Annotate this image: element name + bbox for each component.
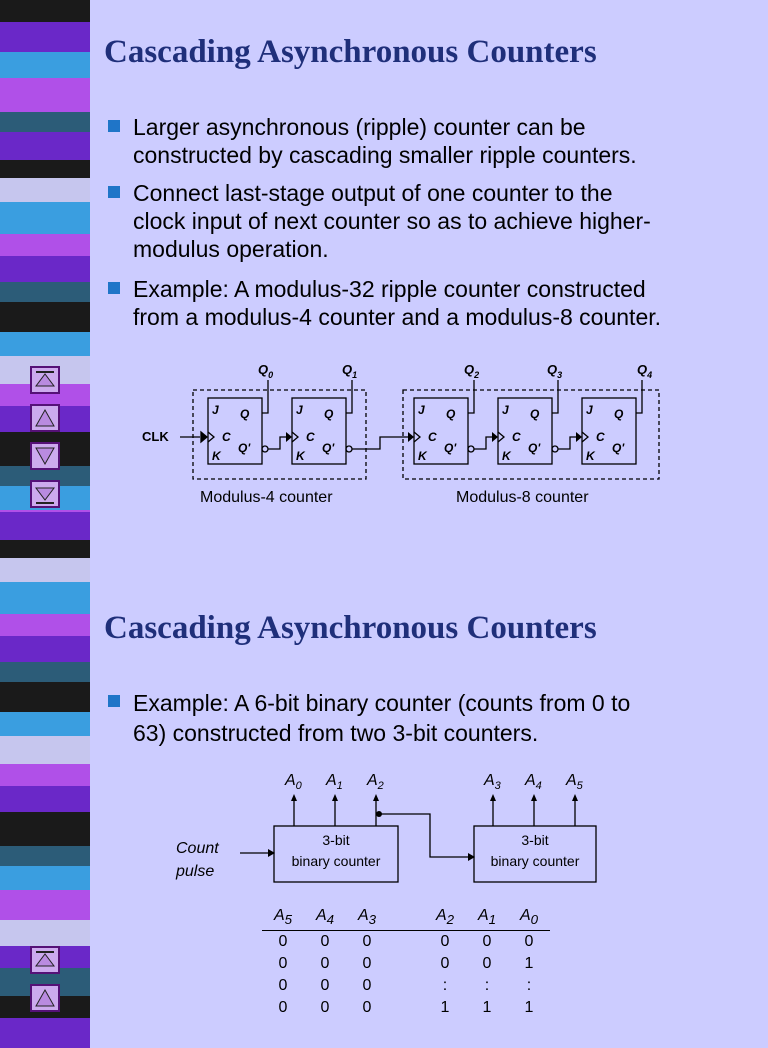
counter-box-label: 3-bit xyxy=(322,832,350,848)
ff-pin-c: C xyxy=(596,430,605,444)
table-cell: 1 xyxy=(440,999,450,1016)
header-a1: $A_1$ xyxy=(466,904,508,931)
ff-pin-c: C xyxy=(512,430,521,444)
output-a2 xyxy=(366,772,384,792)
ff-pin-k: K xyxy=(418,449,427,463)
ff-pin-qbar: Q' xyxy=(612,441,625,455)
table-cell: 0 xyxy=(320,999,330,1016)
table-cell: 0 xyxy=(278,955,288,972)
ff-pin-c: C xyxy=(222,430,231,444)
output-a2-name: A xyxy=(367,772,378,789)
bullet-line: 63) constructed from two 3-bit counters. xyxy=(133,720,539,746)
ripple-counter-diagram xyxy=(0,0,768,512)
table-header-row xyxy=(262,904,550,931)
clk-label: CLK xyxy=(142,429,169,444)
ripple-wire xyxy=(558,437,576,449)
table-cell: 0 xyxy=(320,977,330,994)
table-cell: 0 xyxy=(440,933,450,950)
slide-title: Cascading Asynchronous Counters xyxy=(104,34,597,70)
output-a0 xyxy=(284,772,303,792)
output-q0-sub: 0 xyxy=(268,370,274,380)
ripple-wire xyxy=(352,437,408,449)
table-row xyxy=(262,931,550,954)
table-cell: 0 xyxy=(362,955,372,972)
ff-pin-q: Q xyxy=(240,407,250,421)
bullet-line: Larger asynchronous (ripple) counter can be xyxy=(133,114,586,140)
table-cell: 0 xyxy=(278,933,288,950)
table-cell: 0 xyxy=(524,933,534,950)
table-cell: 1 xyxy=(524,955,534,972)
bullet-line: Connect last-stage output of one counter to the xyxy=(133,180,613,206)
table-cell: 0 xyxy=(482,933,492,950)
output-a1-name: A xyxy=(326,772,337,789)
output-a2-sub: 2 xyxy=(377,780,384,792)
table-cell: 0 xyxy=(278,977,288,994)
bullet-line: Example: A 6-bit binary counter (counts from 0 to xyxy=(133,690,631,716)
table-cell: : xyxy=(484,977,490,994)
ff-pin-q: Q xyxy=(530,407,540,421)
output-q4-name: Q xyxy=(637,362,648,377)
output-a5-name: A xyxy=(566,772,577,789)
output-q2-name: Q xyxy=(464,362,475,377)
bullet-line: Example: A modulus-32 ripple counter constructed xyxy=(133,276,646,302)
ff-pin-k: K xyxy=(296,449,305,463)
table-cell: 0 xyxy=(440,955,450,972)
output-q1-sub: 1 xyxy=(352,370,358,380)
header-a0: $A_0$ xyxy=(508,904,550,931)
output-a1-sub: 1 xyxy=(336,780,343,792)
output-a4 xyxy=(524,772,542,792)
output-q2-sub: 2 xyxy=(474,370,480,380)
ff-pin-j: J xyxy=(296,403,303,417)
table-row xyxy=(262,975,550,997)
bullet-line: modulus operation. xyxy=(133,236,329,262)
bullet-line: clock input of next counter so as to achieve higher- xyxy=(133,208,651,234)
ff-pin-qbar: Q' xyxy=(238,441,251,455)
ripple-wire xyxy=(268,437,286,449)
group-label-modulus-4: Modulus-4 counter xyxy=(200,489,333,506)
header-a3: $A_3$ xyxy=(346,904,388,931)
ff-pin-q: Q xyxy=(324,407,334,421)
ff-pin-k: K xyxy=(586,449,595,463)
table-cell: 0 xyxy=(278,999,288,1016)
ff-pin-q: Q xyxy=(614,407,624,421)
output-a3 xyxy=(483,772,502,792)
output-a3-name: A xyxy=(484,772,495,789)
ff-pin-qbar: Q' xyxy=(528,441,541,455)
output-q0 xyxy=(258,362,273,380)
slide-title: Cascading Asynchronous Counters xyxy=(104,610,597,646)
ff-pin-q: Q xyxy=(446,407,456,421)
bullet-line: from a modulus-4 counter and a modulus-8 counter. xyxy=(133,304,662,330)
output-a3-sub: 3 xyxy=(494,780,501,792)
output-q2 xyxy=(464,362,479,380)
output-q4-sub: 4 xyxy=(647,370,653,380)
output-a0-sub: 0 xyxy=(295,780,302,792)
output-a1 xyxy=(325,772,343,792)
table-cell: 0 xyxy=(362,977,372,994)
table-row xyxy=(262,953,550,975)
output-a0-name: A xyxy=(285,772,296,789)
table-cell: 1 xyxy=(482,999,492,1016)
table-cell: 0 xyxy=(320,955,330,972)
ff-pin-k: K xyxy=(212,449,221,463)
counter-box-label: 3-bit xyxy=(521,832,549,848)
table-cell: 0 xyxy=(362,999,372,1016)
header-a5: $A_5$ xyxy=(262,904,304,931)
ff-pin-j: J xyxy=(418,403,425,417)
group-label-modulus-8: Modulus-8 counter xyxy=(456,489,589,506)
count-pulse-label: Count xyxy=(176,840,219,857)
modulus-4-group-box xyxy=(193,390,366,479)
output-q1 xyxy=(342,362,357,380)
table-cell: 0 xyxy=(482,955,492,972)
ff-pin-qbar: Q' xyxy=(322,441,335,455)
ff-pin-k: K xyxy=(502,449,511,463)
output-a5 xyxy=(565,772,584,792)
output-q4 xyxy=(637,362,652,380)
table-cell: : xyxy=(526,977,532,994)
table-cell: 1 xyxy=(524,999,534,1016)
output-q0-name: Q xyxy=(258,362,269,377)
header-a2: $A_2$ xyxy=(424,904,466,931)
count-table xyxy=(262,904,550,1019)
output-q1-name: Q xyxy=(342,362,353,377)
ripple-wire xyxy=(474,437,492,449)
table-cell: : xyxy=(442,977,448,994)
ff-pin-qbar: Q' xyxy=(444,441,457,455)
modulus-8-group-box xyxy=(403,390,659,479)
table-cell: 0 xyxy=(320,933,330,950)
bullet-line: constructed by cascading smaller ripple counters. xyxy=(133,142,637,168)
header-gap xyxy=(388,904,424,931)
output-a4-name: A xyxy=(525,772,536,789)
header-a4: $A_4$ xyxy=(304,904,346,931)
slide-1 xyxy=(0,0,768,512)
ff-pin-j: J xyxy=(502,403,509,417)
table-row xyxy=(262,997,550,1019)
counter-box-label: binary counter xyxy=(490,853,580,869)
output-q3 xyxy=(547,362,562,380)
cascade-wire xyxy=(379,814,468,857)
count-pulse-label: pulse xyxy=(176,863,215,880)
ff-pin-j: J xyxy=(586,403,593,417)
table-cell: 0 xyxy=(362,933,372,950)
output-a5-sub: 5 xyxy=(576,780,583,792)
output-q3-name: Q xyxy=(547,362,558,377)
counter-box-label: binary counter xyxy=(291,853,381,869)
ff-pin-c: C xyxy=(428,430,437,444)
output-a4-sub: 4 xyxy=(535,780,542,792)
ff-pin-j: J xyxy=(212,403,219,417)
output-q3-sub: 3 xyxy=(557,370,563,380)
ff-pin-c: C xyxy=(306,430,315,444)
